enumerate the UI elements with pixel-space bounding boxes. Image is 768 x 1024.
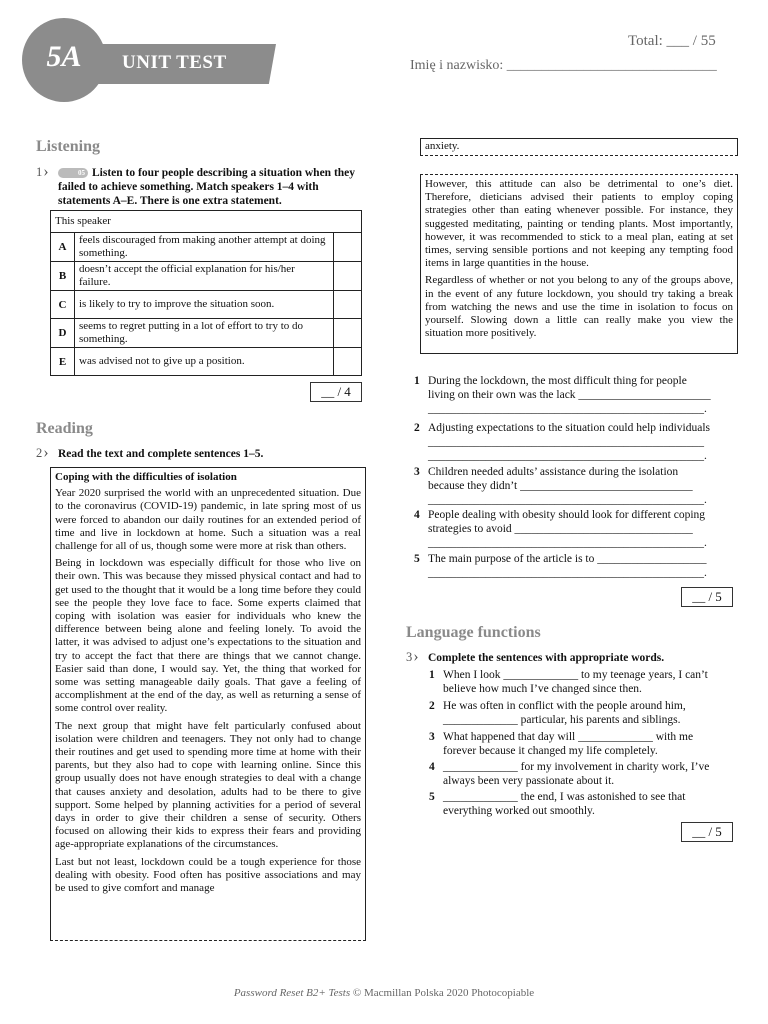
paragraph: Year 2020 surprised the world with an unprecedented situation. Due to the coronavirus (COVID-19) pandemic, in late spring most of us were forced to abandon our daily routines for an extended period of time and live in lockdown at home. Such a situation was a real challenge for all of us, though some were more at risk than others. (55, 487, 361, 553)
reading-text (50, 467, 366, 941)
answer-cell[interactable] (334, 319, 362, 348)
reading-heading: Reading (36, 420, 93, 437)
answer-cell[interactable] (334, 262, 362, 291)
table-row: E was advised not to give up a position. (51, 348, 362, 376)
task-number: 2 › (36, 444, 49, 462)
reading-score[interactable]: __ / 5 (681, 587, 733, 607)
listening-instruction: 05 Listen to four people describing a situation when they failed to achieve something. Match speakers 1–4 with statements A–E. There is one extra statement. (58, 167, 356, 207)
matching-table (50, 210, 362, 376)
reading-instruction: Read the text and complete sentences 1–5. (58, 448, 264, 460)
name-field[interactable]: Imię i nazwisko: ______________________________ (410, 58, 717, 73)
page-footer (0, 987, 768, 999)
question-item: 2 Adjusting expectations to the situation could help individuals ________________________________________________ ________________________________________________. (414, 422, 711, 462)
audio-track-icon: 05 (58, 168, 88, 178)
question-item: 4 People dealing with obesity should look for different coping strategies to avoid _______________________________ ________________________________________________. (414, 509, 707, 549)
listening-heading: Listening (36, 138, 101, 155)
table-row: A feels discouraged from making another attempt at doing something. (51, 233, 362, 262)
task-number: 1 › (36, 163, 49, 181)
copyright: © Macmillan Polska 2020 Photocopiable (352, 987, 535, 999)
language-functions-heading: Language functions (406, 624, 541, 641)
total-score: Total: ___ / 55 (628, 33, 716, 49)
question-item: 3 Children needed adults’ assistance during the isolation because they didn’t ______________________________ ________________________________________________. (414, 466, 707, 506)
table-header: This speaker (51, 211, 362, 233)
answer-cell[interactable] (334, 291, 362, 319)
paragraph: The next group that might have felt particularly confused about isolation were children and teenagers. They not only had to change their routines and get used to spending more time at home with their parents, but they also had to cope with learning online. Since this group usually does not have enough strategies to deal with a change that causes anxiety and desolation, adults had to be there to give support. Some helped by planning activities for a period of several days in order to give their children a sense of security. Others focused on allowing their kids to express their fears and providing age-appropriate explanations of the circumstances. (55, 719, 361, 851)
unit-number: 5A (46, 40, 82, 73)
language-instruction: Complete the sentences with appropriate words. (428, 652, 665, 664)
answer-cell[interactable] (334, 233, 362, 262)
question-item: 1 During the lockdown, the most difficult thing for people living on their own was the lack _______________________ ________________________________________________. (414, 375, 711, 415)
question-item: 3 What happened that day will _____________ with me forever because it changed my life completely. (429, 731, 694, 757)
unit-title: UNIT TEST (122, 52, 227, 73)
reading-text-continuation-line: anxiety. (420, 138, 738, 156)
paragraph: However, this attitude can also be detrimental to one’s diet. Therefore, dieticians advised their patients to employ coping strategies other than eating whenever possible. For instance, they suggested meditating, painting or tending plants. Most importantly, however, it was recommended to stick to a meal plan, eating at set times, serving sensible portions and not keeping any tempting food items in large quantities in the house. (425, 178, 733, 270)
task-number: 3 › (406, 648, 419, 666)
paragraph: Last but not least, lockdown could be a tough experience for those dealing with obesity. Food often has positive associations and may be used to give comfort and manage (55, 855, 361, 895)
reading-text-continued (420, 174, 738, 354)
paragraph: Being in lockdown was especially difficult for those who live on their own. This was because they missed physical contact and had to get used to the thought that it would be a long time before they could see the people they love face to face. Some experts claimed that coping with isolation was easier for individuals who knew the difference between being alone and feeling lonely. To avoid the latter, it was advised to adjust one’s expectations to the situation and try to accept the fact that there are things that we cannot change. Easier said than done, I would say. Yet, the thing that worked for some was setting manageable daily goals. That gave a feeling of accomplishment at the end of the day, as well as returning a sense of some control over reality. (55, 557, 361, 715)
paragraph: Regardless of whether or not you belong to any of the groups above, in the event of any future lockdown, you should try taking a break from watching the news and use the time in isolation to focus on yourself. Slowing down a little can really make you view the situation more positively. (425, 274, 733, 340)
question-item: 5 _____________ the end, I was astonished to see that everything worked out smoothly. (429, 791, 686, 817)
question-item: 2 He was often in conflict with the people around him, _____________ particular, his parents and siblings. (429, 700, 686, 726)
answer-cell[interactable] (334, 348, 362, 376)
table-row: B doesn’t accept the official explanation for his/her failure. (51, 262, 362, 291)
question-item: 1 When I look _____________ to my teenage years, I can’t believe how much I’ve changed since then. (429, 669, 708, 695)
question-item: 4 _____________ for my involvement in charity work, I’ve always been very passionate about it. (429, 761, 710, 787)
language-score[interactable]: __ / 5 (681, 822, 733, 842)
table-row: C is likely to try to improve the situation soon. (51, 291, 362, 319)
table-row: D seems to regret putting in a lot of effort to try to do something. (51, 319, 362, 348)
question-item: 5 The main purpose of the article is to ___________________ ________________________________________________. (414, 553, 707, 579)
text-title: Coping with the difficulties of isolation (55, 471, 237, 483)
listening-score[interactable]: __ / 4 (310, 382, 362, 402)
series-name: Password Reset B2+ Tests (233, 987, 351, 999)
